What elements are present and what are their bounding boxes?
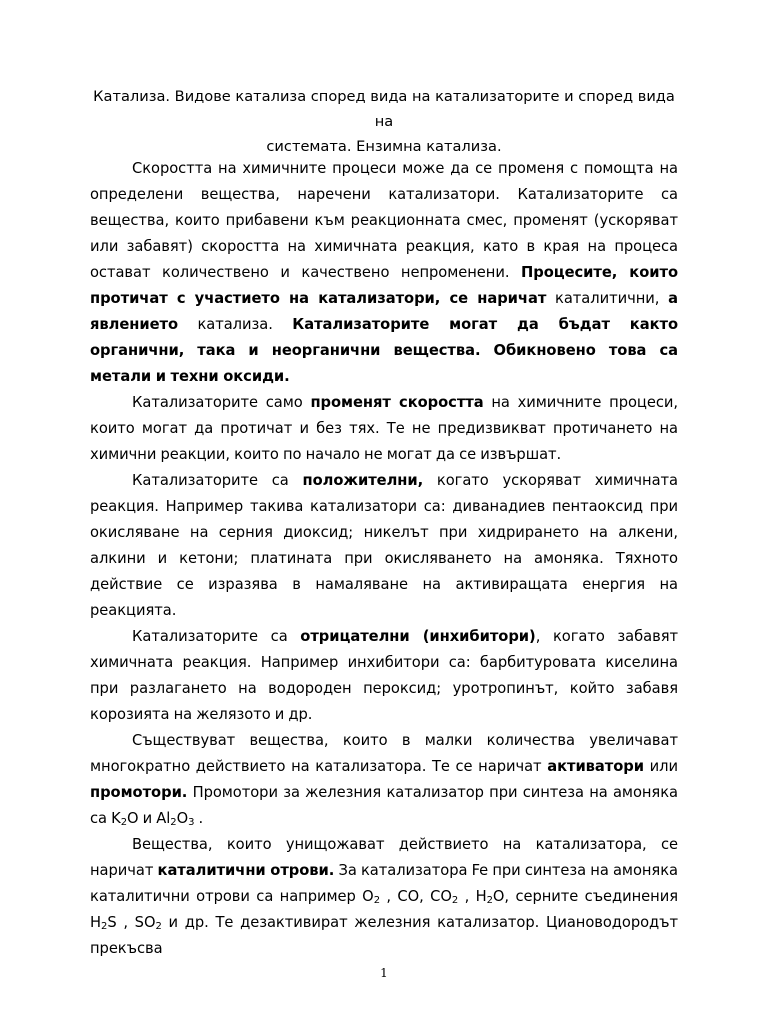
- text-run: катализа.: [178, 316, 293, 333]
- page-number: 1: [380, 966, 388, 980]
- paragraph-catalysts-intro: [90, 156, 678, 390]
- document-title: [90, 84, 678, 159]
- text-run: Катализаторите само: [132, 394, 311, 411]
- text-run: Промотори за железния катализатор при синтеза на амоняка са: [90, 784, 678, 827]
- paragraph-speed-change: [90, 390, 678, 468]
- title-line-2: системата. Ензимна катализа.: [266, 138, 502, 155]
- bold-run: Процесите, които протичат с участието на катализатори, се наричат: [90, 264, 678, 307]
- bold-run: а явлението: [90, 290, 678, 333]
- paragraph-positive-catalysts: [90, 468, 678, 624]
- title-line-1: Катализа. Видове катализа според вида на катализаторите и според вида на: [93, 88, 675, 130]
- text-run: каталитични,: [546, 290, 669, 307]
- text-run: или: [644, 758, 678, 775]
- text-run: на химичните процеси, които могат да протичат и без тях. Те не предизвикват протичането на химични реакции, които по начало не могат да се извършат.: [90, 394, 678, 463]
- text-run: O, серните съединения H: [90, 888, 678, 931]
- paragraph-negative-catalysts: [90, 624, 678, 728]
- text-run: Катализаторите са: [132, 628, 301, 645]
- subscript: 2: [155, 921, 162, 932]
- formula-run: O и: [127, 810, 157, 827]
- subscript: 2: [101, 921, 108, 932]
- subscript: 2: [373, 895, 380, 906]
- subscript: 3: [188, 817, 195, 828]
- text-run: Скоростта на химичните процеси може да се променя с помощта на определени вещества, наречени катализатори. Катализаторите са вещества, които прибавени към реакционната смес, променят (ускоряват или забавят) скоростта на химичната реакция, като в края на процеса остават количествено и качествено непроменени.: [90, 160, 678, 281]
- text-run: Вещества, които унищожават действието на катализатора, се наричат: [90, 836, 678, 879]
- text-run: Катализаторите са: [132, 472, 303, 489]
- subscript: 2: [486, 895, 493, 906]
- text-run: За катализатора Fe при синтеза на амоняка каталитични отрови са например O: [90, 862, 678, 905]
- text-run: , H: [458, 888, 487, 905]
- formula-run: K: [111, 810, 121, 827]
- bold-run: променят скоростта: [310, 394, 484, 411]
- text-run: S , SO: [107, 914, 156, 931]
- subscript: 2: [451, 895, 459, 906]
- text-run: .: [194, 810, 204, 827]
- formula-run: O: [176, 810, 189, 827]
- bold-run: отрицателни (инхибитори): [300, 628, 536, 645]
- paragraph-catalytic-poisons: [90, 832, 678, 962]
- subscript: 2: [170, 817, 177, 828]
- formula-run: Al: [156, 810, 171, 827]
- bold-run: каталитични отрови.: [157, 862, 335, 879]
- text-run: , когато забавят химичната реакция. Например инхибитори са: барбитуровата киселина при разлагането на водороден пероксид; уротропинът, който забавя корозията на желязото и др.: [90, 628, 678, 723]
- subscript: 2: [120, 817, 128, 828]
- text-run: , CO, CO: [380, 888, 452, 905]
- text-run: когато ускоряват химичната реакция. Например такива катализатори са: диванадиев пентаоксид при окисляване на серния диоксид; никелът при хидрирането на алкени, алкини и кетони; платината при окисляването на амоняка. Тяхното действие се изразява в намаляване на активиращата енергия на реакцията.: [90, 472, 678, 619]
- text-run: Съществуват вещества, които в малки количества увеличават многократно действието на катализатора. Те се наричат: [90, 732, 678, 775]
- bold-run: активатори: [547, 758, 645, 775]
- bold-run: положителни,: [302, 472, 424, 489]
- bold-run: Катализаторите могат да бъдат както органични, така и неорганични вещества. Обикновено това са метали и техни оксиди.: [90, 316, 678, 385]
- text-run: и др. Те дезактивират железния катализатор. Циановодородът прекъсва: [90, 914, 678, 957]
- document-body: [90, 156, 678, 962]
- paragraph-promoters: [90, 728, 678, 832]
- bold-run: промотори.: [90, 784, 188, 801]
